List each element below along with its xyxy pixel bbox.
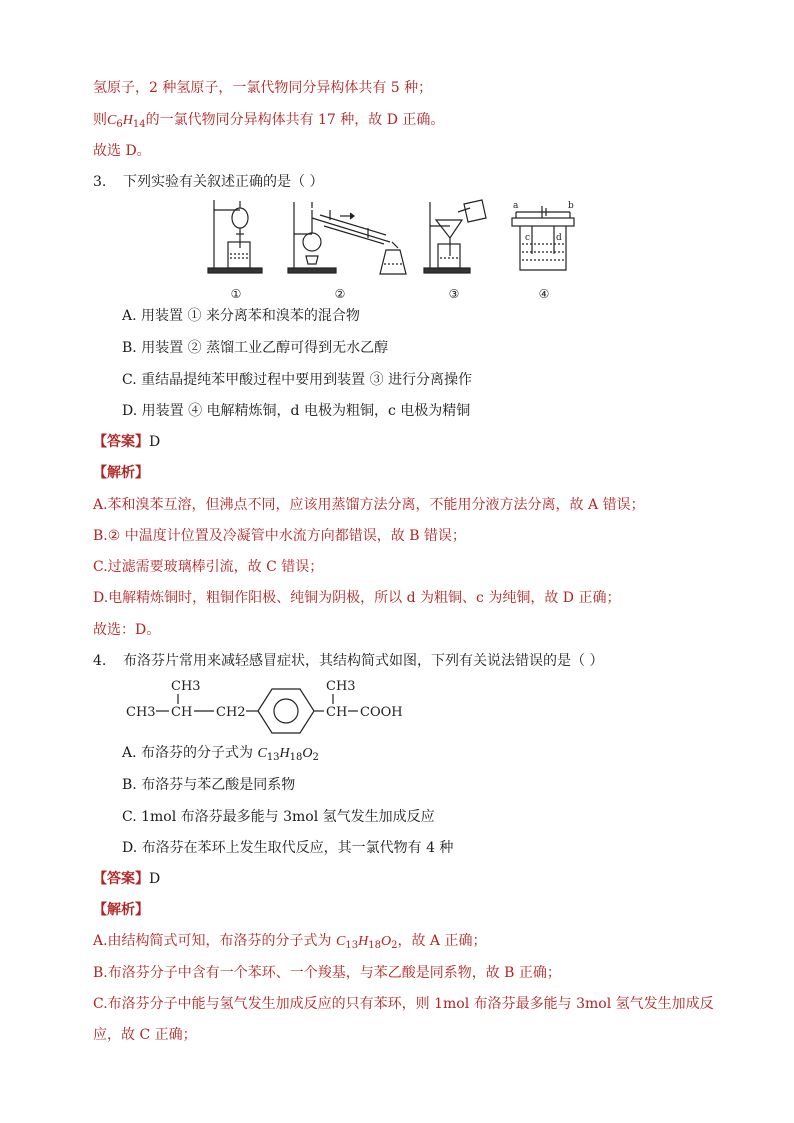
apparatus-3-filtration <box>424 200 486 273</box>
q4-option-b: B. 布洛芬与苯乙酸是同系物 <box>122 777 296 793</box>
figure-label-1: ① <box>230 287 242 301</box>
q4-analysis-label: 【解析】 <box>93 902 149 918</box>
q4-option-c: C. 1mol 布洛芬最多能与 3mol 氢气发生加成反应 <box>122 809 435 825</box>
figure-label-3: ③ <box>448 287 460 301</box>
q3-option-a: A. 用装置 ① 来分离苯和溴苯的混合物 <box>122 308 360 324</box>
electrode-label-b: b <box>568 201 574 211</box>
apparatus-2-distillation <box>288 202 406 274</box>
q3-answer: 【答案】D <box>93 434 161 450</box>
figure-label-2: ② <box>334 287 346 301</box>
electrode-label-d: d <box>556 233 562 243</box>
q4-analysis-a: A.由结构简式可知，布洛芬的分子式为 $C_{13}H_{18}O_2$，故 A 正确； <box>93 933 487 951</box>
intro-line-1: 氢原子，2 种氢原子，一氯代物同分异构体共有 5 种； <box>93 80 433 96</box>
q3-stem: 3. 下列实验有关叙述正确的是（ ） <box>93 174 324 190</box>
electrode-label-a: a <box>513 201 519 211</box>
q3-option-d: D. 用装置 ④ 电解精炼铜，d 电极为粗铜，c 电极为精铜 <box>122 403 471 419</box>
cooh: COOH <box>360 705 403 720</box>
apparatus-4-electrolytic-cell <box>512 206 574 270</box>
q3-analysis-c: C.过滤需要玻璃棒引流，故 C 错误； <box>93 559 324 575</box>
ibuprofen-structure <box>126 676 416 736</box>
q3-apparatus-figure <box>200 198 600 302</box>
q4-analysis-b: B.布洛芬分子中含有一个苯环、一个羧基，与苯乙酸是同系物，故 B 正确； <box>93 965 561 981</box>
electrode-label-c: c <box>525 233 531 243</box>
q4-analysis-c-line1: C.布洛芬分子中能与氢气发生加成反应的只有苯环，则 1mol 布洛芬最多能与 3mol 氢气发生加成反 <box>93 996 714 1012</box>
q3-option-b: B. 用装置 ② 蒸馏工业乙醇可得到无水乙醇 <box>122 340 389 356</box>
q4-number: 4. <box>93 653 107 669</box>
intro-line-2: 则$C_6H_{14}$的一氯代物同分异构体共有 17 种，故 D 正确。 <box>93 112 445 130</box>
q3-analysis-b: B.② 中温度计位置及冷凝管中水流方向都错误，故 B 错误； <box>93 528 466 544</box>
figure-label-4: ④ <box>538 287 550 301</box>
ch3-top-left: CH3 <box>171 679 201 694</box>
q3-option-c: C. 重结晶提纯苯甲酸过程中要用到装置 ③ 进行分离操作 <box>122 372 473 388</box>
q3-analysis-a: A.苯和溴苯互溶，但沸点不同，应该用蒸馏方法分离，不能用分液方法分离，故 A 错误； <box>93 497 645 513</box>
ch3-left: CH3 <box>126 705 156 720</box>
ch2: CH2 <box>216 705 246 720</box>
q3-analysis-d: D.电解精炼铜时，粗铜作阳极、纯铜为阴极，所以 d 为粗铜、c 为纯铜，故 D 正确； <box>93 590 621 606</box>
q4-analysis-c-line2: 应，故 C 正确； <box>93 1027 197 1043</box>
ch3-top-right: CH3 <box>326 679 356 694</box>
ch-right: CH <box>326 705 348 720</box>
q3-number: 3. <box>93 174 107 190</box>
intro-line-3: 故选 D。 <box>93 143 151 159</box>
apparatus-1-separatory-funnel <box>208 200 262 273</box>
q4-option-d: D. 布洛芬在苯环上发生取代反应，其一氯代物有 4 种 <box>122 840 454 856</box>
q4-answer: 【答案】D <box>93 871 161 887</box>
ch-left: CH <box>171 705 193 720</box>
q3-analysis-label: 【解析】 <box>93 465 149 481</box>
q4-option-a: A. 布洛芬的分子式为 $C_{13}H_{18}O_2$ <box>122 745 319 763</box>
q4-stem: 4. 布洛芬片常用来减轻感冒症状，其结构简式如图，下列有关说法错误的是（ ） <box>93 653 604 669</box>
q3-analysis-conclusion: 故选：D。 <box>93 622 161 638</box>
